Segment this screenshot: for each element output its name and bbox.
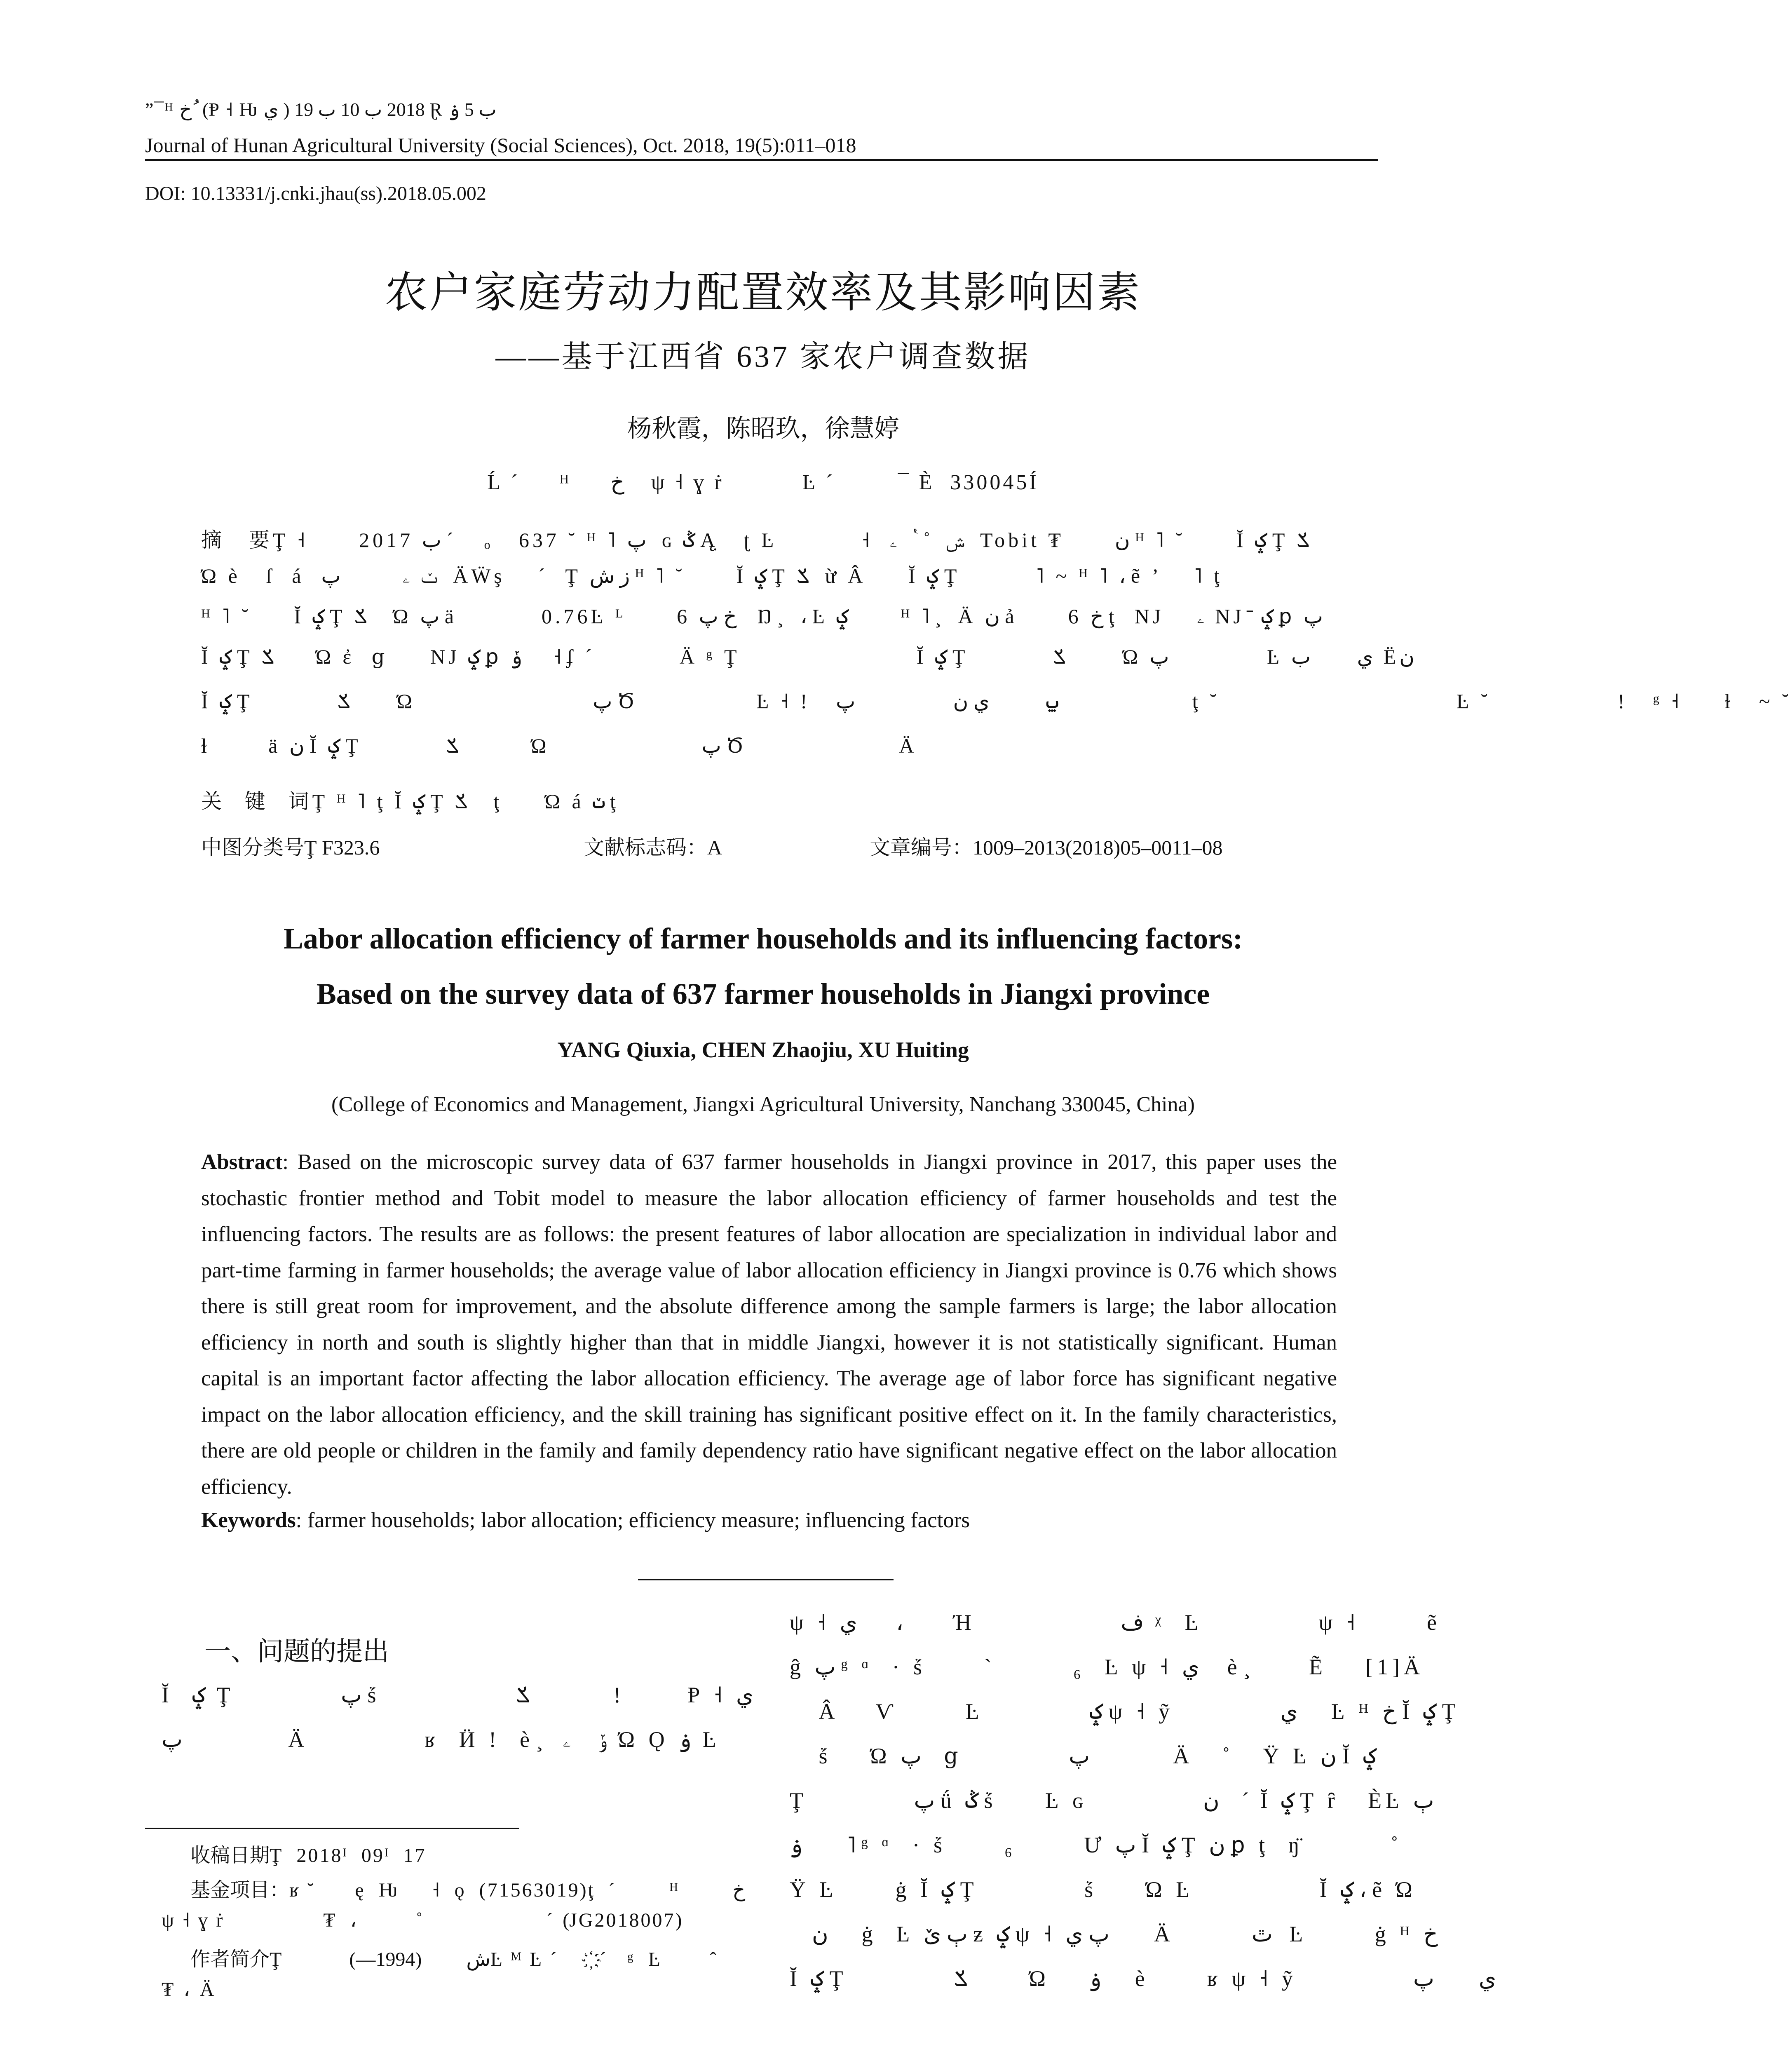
keywords-label: Keywords bbox=[201, 1508, 296, 1532]
right-column-line: Ţ پ ǘ ݣ ṥ Ŀ ɢ ن ´ Ĭ ݤ Ţ ȓ ÈĿ ٻ bbox=[790, 1788, 1434, 1813]
footnote-author-cont: ₮ ، Ä bbox=[162, 1979, 216, 2000]
abstract-text: : Based on the microscopic survey data of 637 farmer households in Jiangxi province in 2017, this paper uses the stochastic frontier method and Tobit model to measure the labor allocation efficiency of farmer households and test the influencing factors. The results are as follows: the present features of labor allocation are specialization in individual labor and part-time farming in farmer households; the average value of labor allocation efficiency in Jiangxi province is 0.76 which shows there is still great room for improvement, and the absolute difference among the sample farmers is large; the labor allocation efficiency in north and south is slightly higher than that in middle Jiangxi, however it is not statistically significant. Human capital is an important factor affecting the labor allocation efficiency. The average age of labor force has significant negative impact on the labor allocation efficiency, and the skill training has significant positive effect on it. In the family characteristics, there are old people or children in the family and family dependency ratio have significant negative effect on the labor allocation efficiency. bbox=[201, 1150, 1337, 1499]
zh-abstract-line: Ĭ ݤ Ţ ݎ Ώ ἐ ց NJ ݤ ꝑ ݸ ˧ ʄ ´ Ä ᵍ Ţ ⃞ Ĭ ݤ Ţ ݎ Ώ پ Ŀ ي ب Ёن bbox=[201, 645, 1415, 668]
footnote-fund: 基金项目：ʁ ˘ ę Ƕ ˧ ǫ (71563019)ţ ´ ᴴ خ bbox=[190, 1878, 746, 1901]
right-column-line: ṥ Ώ پ ց پ Ä ˚ Ÿ Ŀ ن Ĭ ݤ bbox=[790, 1744, 1377, 1768]
zh-abstract-label: 摘 要 bbox=[201, 528, 273, 552]
clc-number: 中图分类号Ţ F323.6 bbox=[201, 836, 380, 859]
english-affiliation: (College of Economics and Management, Jiangxi Agricultural University, Nanchang 330045, China) bbox=[331, 1093, 1195, 1116]
right-column-line: ن ġ Ŀ ٻ ێ ƶ ݤ ψ ˧ پ ي Ä ٿ Ŀ ġ ᴴ خ bbox=[790, 1922, 1438, 1946]
zh-keywords: 关 键 词Ţ ᴴ ˥ ţ Ĭ ݤ Ţ ݎ ţ Ώ á ݖ ţ bbox=[201, 789, 619, 813]
article-number: 文章编号：1009–2013(2018)05–0011–08 bbox=[870, 836, 1223, 859]
journal-header-native: ”¯ᴴ خ ُ (Ᵽ ˧ Ƕ ي ) 2018 ب 10 ب 19 Ɽ ب 5 ۏ bbox=[145, 99, 497, 120]
right-column-line: ĝ پ ᵍ ᵅ · ṥ ` ₆ Ŀ ψ ˧ ي è ̧ Ẽ [1]Ä bbox=[790, 1655, 1424, 1679]
paper-subtitle: ——基于江西省 637 家农户调查数据 bbox=[495, 340, 1031, 374]
zh-keywords-label: 关 键 词 bbox=[201, 789, 312, 813]
right-column-line: Ĭ ݤ Ţ ݎ Ώ ۏ è ʁ ψ ˧ ỹ ي پ bbox=[790, 1966, 1496, 1991]
left-column-line: پ Ä ʁ Ӥ ! è ̧ ݸ ۦ Ώ Ǫ ۏ Ŀ bbox=[162, 1727, 720, 1752]
english-authors: YANG Qiuxia, CHEN Zhaojiu, XU Huiting bbox=[557, 1038, 969, 1062]
english-abstract bbox=[201, 1144, 1337, 1505]
english-keywords bbox=[201, 1508, 970, 1533]
keywords-text: : farmer households; labor allocation; efficiency measure; influencing factors bbox=[296, 1508, 970, 1532]
right-column-line: ψ ˧ ي ، Ή ف ᵡ Ŀ ψ ˧ ẽ bbox=[790, 1610, 1441, 1635]
english-title-line1: Labor allocation efficiency of farmer households and its influencing factors: bbox=[283, 922, 1243, 955]
right-column-line: Ÿ Ŀ ġ Ĭ ݤ Ţ ṥ Ώ Ŀ Ĭ ݤ ، ẽ Ώ bbox=[790, 1877, 1417, 1902]
doi: DOI: 10.13331/j.cnki.jhau(ss).2018.05.002 bbox=[145, 183, 486, 204]
journal-header-english: Journal of Hunan Agricultural University (Social Sciences), Oct. 2018, 19(5):011–018 bbox=[145, 134, 856, 157]
footnote-rule bbox=[145, 1828, 519, 1829]
abstract-label: Abstract bbox=[201, 1150, 283, 1174]
zh-abstract-line: ɫ ⃞ ä ن Ĭ ݤ Ţ ݎ Ώ پ Ծ Ä bbox=[201, 734, 917, 757]
zh-abstract-line: ᴴ ˥ ˘ Ĭ ݤ Ţ ݎ Ώ پ ä 0.76Ŀ ᴸ 6 خ پ Ŋ ̧ ، Ŀ ݤ ⃞ ᴴ ˥ ̧ Ä ن ả 6 خ ţ NJ ⃞ ۦ NJ ̄ ݤ ꝑ پ bbox=[201, 605, 1323, 628]
section-divider bbox=[638, 1579, 894, 1580]
right-column-line: Â ⃞ Ѵ Ŀ ݤ ψ ˧ ỹ ي Ŀ ᴴ خ Ĭ ݤ Ţ bbox=[790, 1699, 1460, 1724]
zh-abstract-line: Ώ è ſ á ݖ ۦ پ ÄẄş ⃞ ´ Ţ ز ش ᴴ ˥ ˘ Ĭ ݤ Ţ ݎ ừ Â Ĭ ݤ Ţ ˥ ~ ᴴ ˥ ، ẽ ’ ˥ ţ bbox=[201, 564, 1223, 587]
right-column-line: ۏ ˥ ᵍ ᵅ · ṥ ₆ Ư پ Ĭ ݤ Ţ ن ꝑ ţ ŋ̈ ˚ bbox=[790, 1833, 1403, 1857]
zh-abstract-line: Ĭ ݤ Ţ ݎ Ώ پ Ծ Ŀ ˧ ǃ ݐ ي ن پ ţ ˘ Ŀ ˘ ǃ ᵍ ˧ ɫ ~ ˘ bbox=[201, 690, 1792, 713]
zh-abstract-line: 摘 要Ţ ˧ 2017 ب ´ ₒ 637 ˘ ᴴ ˥ پ ɢ ݣ Ą̣ ʈ Ŀ ˧ ش ˚ ٝ ۦ Tobit ₮ ن ᴴ ˥ ˘ Ĭ ݤ Ţ ݎ bbox=[201, 528, 1310, 552]
document-code: 文献标志码：A bbox=[584, 836, 722, 859]
section-heading: 一、问题的提出 bbox=[204, 1636, 389, 1667]
english-title-line2: Based on the survey data of 637 farmer households in Jiangxi province bbox=[316, 977, 1210, 1010]
paper-title: 农户家庭劳动力配置效率及其影响因素 bbox=[385, 267, 1142, 317]
header-rule bbox=[145, 159, 1378, 161]
footnote-fund-cont: ψ ˧ ɣ ṙ ₮ ، ˚ ´ (JG2018007) bbox=[162, 1909, 682, 1931]
left-column-line: Ĭ ݤ Ţ پ ṥ ݎ ! Ᵽ ˧ ي bbox=[162, 1683, 754, 1707]
authors: 杨秋霞，陈昭玖，徐慧婷 bbox=[627, 414, 899, 443]
footnote-author: 作者简介Ţ ش (1994—)Ŀ ᴹ Ŀ ´ ҉ ´ ᵍ Ŀ ̂ bbox=[190, 1948, 715, 1971]
footnote-received: 收稿日期Ţ 2018ᴵ 09ᴵ 17 bbox=[190, 1844, 427, 1867]
affiliation: Ĺ ´ ᴴ خ ψ ˧ ɣ ṙ Ŀ ´ ¯ È 330045Í bbox=[487, 471, 1039, 494]
